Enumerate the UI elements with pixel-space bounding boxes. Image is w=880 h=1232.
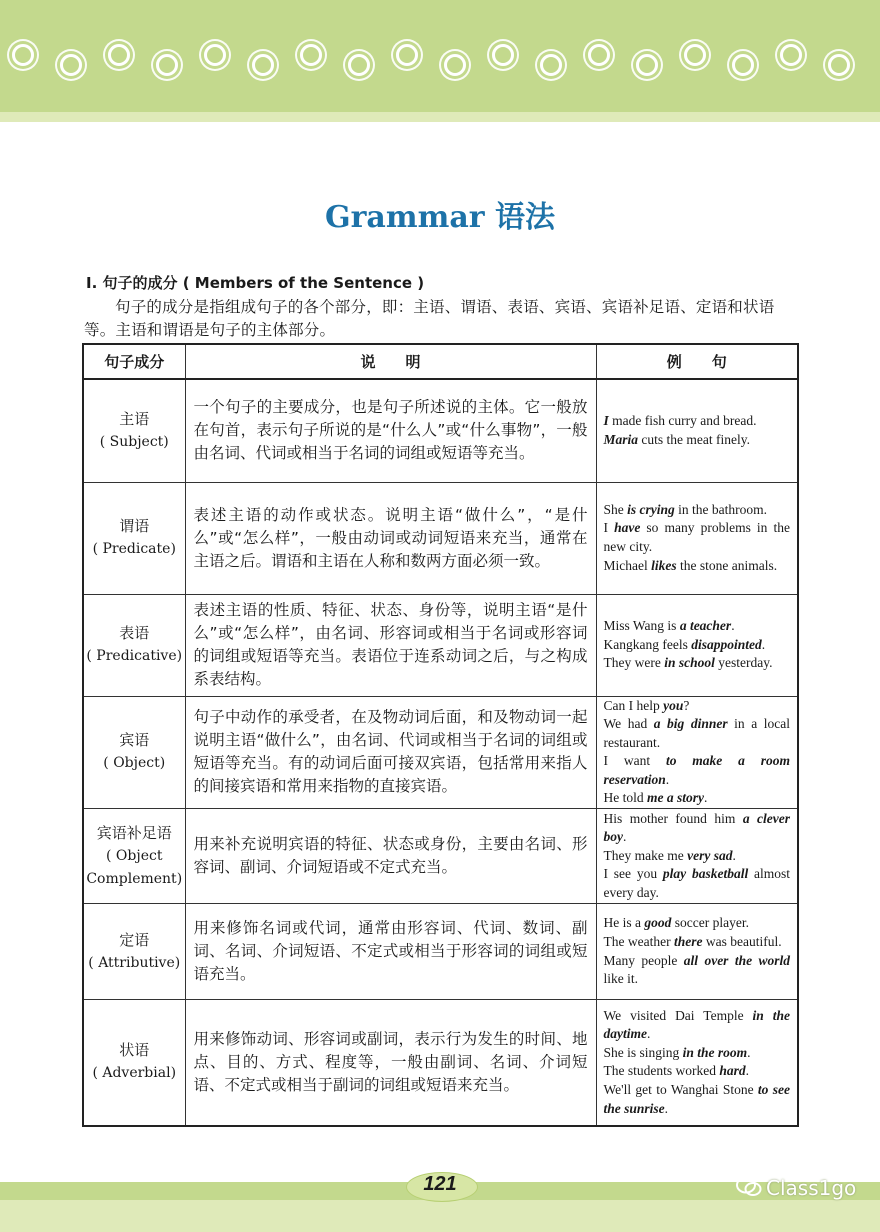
sentence-part [83,594,185,696]
part-chinese: 表语 [119,624,150,642]
watermark [736,1176,856,1206]
sentence-text: . [745,1063,749,1079]
sentence-text: . [761,636,766,652]
highlighted-phrase: hard [719,1063,746,1079]
highlighted-phrase: good [644,915,672,931]
sentence-text: was beautiful. [702,933,782,949]
sentence-text: . [664,1100,669,1116]
header-description: 说 明 [185,344,596,379]
section-heading: Ⅰ. 句子的成分 ( Members of the Sentence ) [86,274,425,292]
example-sentence [604,412,791,431]
decorative-rings [12,40,872,84]
example-sentence [604,865,791,902]
part-english: ( Predicate) [92,541,176,557]
sentence-text: He told [603,790,647,806]
part-description: 用来修饰动词、形容词或副词，表示行为发生的时间、地点、目的、方式、程度等，一般由副词、名词、介词短语、不定式或相当于副词的词组或短语来充当。 [185,1000,596,1126]
ring-ornament [204,44,226,66]
part-english: ( Attributive) [88,954,181,971]
table-row [83,482,798,594]
sentence-part [83,904,185,1000]
ring-ornament [60,54,82,76]
table-header-row [83,344,798,379]
sentence-part [83,809,185,904]
sentence-text: . [731,618,735,634]
highlighted-phrase: play basketball [662,866,749,882]
sentence-text: . [665,771,670,787]
highlighted-phrase: in the daytime [603,1007,790,1042]
part-english: ( Object Complement) [86,847,183,887]
highlighted-phrase: likes [651,557,677,573]
sentence-text: . [732,847,736,863]
sentence-text: yesterday. [714,655,773,671]
sentence-text: The students worked [603,1063,720,1079]
part-english: ( Object) [103,755,166,772]
part-chinese: 主语 [119,409,150,428]
ring-ornament [300,44,322,66]
example-sentence [604,933,791,952]
example-sentence [604,914,791,933]
table-row [83,379,798,482]
sentence-text: Kangkang feels [603,636,692,652]
highlighted-phrase: me a story [647,790,704,806]
example-sentence [604,501,791,520]
part-chinese: 谓语 [119,517,150,535]
sentence-text: He is a [603,915,645,931]
example-sentence [604,752,791,789]
highlighted-phrase: to see the sunrise [603,1081,790,1116]
example-sentence [604,519,791,556]
part-chinese: 状语 [119,1041,150,1060]
examples-cell [596,379,798,482]
highlighted-phrase: all over the world [683,952,791,968]
sentence-text: . [747,1044,751,1060]
example-sentence [604,789,791,808]
highlighted-phrase: in the room [682,1044,748,1060]
sentence-text: . [704,790,708,806]
examples-cell [596,1000,798,1126]
example-sentence [604,1007,791,1044]
header-examples: 例 句 [596,344,798,379]
part-chinese: 宾语 [119,731,150,750]
highlighted-phrase: very sad [687,847,733,863]
table-row [83,594,798,696]
page-number-badge [368,1168,512,1204]
ring-ornament [252,54,274,76]
watermark-text: Class1go [766,1176,857,1200]
highlighted-phrase: to make a room reservation [603,753,791,787]
ring-ornament [540,54,562,76]
example-sentence [604,557,791,576]
example-sentence [604,654,791,673]
sentence-text: soccer player. [671,915,749,931]
sentence-text: Many people [603,952,684,968]
highlighted-phrase: Maria [603,431,639,447]
part-description: 表述主语的动作或状态。说明主语“做什么”，“是什么”或“怎么样”，一般由动词或动词短语来充当，通常在主语之后。谓语和主语在人称和数两方面必须一致。 [185,482,596,594]
ring-ornament [636,54,658,76]
example-sentence [604,636,791,655]
part-description: 一个句子的主要成分，也是句子所述说的主体。它一般放在句首，表示句子所说的是“什么人”或“什么事物”，一般由名词、代词或相当于名词的词组或短语等充当。 [185,379,596,482]
examples-cell [596,696,798,809]
sentence-text: Miss Wang is [603,618,680,634]
example-sentence [604,952,791,989]
sentence-text: Michael [603,557,652,573]
sentence-text: in the bathroom. [674,501,767,517]
ring-ornament [108,44,130,66]
ring-ornament [12,44,34,66]
sentence-text: . [647,1026,651,1042]
part-description: 用来补充说明宾语的特征、状态或身份，主要由名词、形容词、副词、介词短语或不定式充当。 [185,809,596,904]
highlighted-phrase: you [663,697,684,713]
ring-ornament [588,44,610,66]
sentence-part [83,1000,185,1126]
part-english: ( Predicative) [86,648,183,664]
example-sentence [604,1044,791,1063]
example-sentence [604,715,791,752]
sentence-text: She is singing [603,1044,683,1060]
example-sentence [604,697,791,716]
part-description: 用来修饰名词或代词，通常由形容词、代词、数词、副词、名词、介词短语、不定式或相当于形容词的词组或短语充当。 [185,904,596,1000]
highlighted-phrase: is crying [627,501,675,517]
sentence-text: They were [603,655,665,671]
examples-cell [596,809,798,904]
sentence-text: They make me [603,847,688,863]
part-description: 句子中动作的承受者，在及物动词后面，和及物动词一起说明主语“做什么”，由名词、代词或相当于名词的词组或短语等充当。有的动词后面可接双宾语，包括常用来指人的间接宾语和常用来指物的直接宾语。 [185,696,596,809]
sentence-text: I want [603,753,666,769]
sentence-text: We'll get to Wanghai Stone [603,1081,758,1097]
part-english: ( Adverbial) [92,1065,177,1082]
sentence-text: I see you [603,866,663,882]
ring-ornament [156,54,178,76]
ring-ornament [348,54,370,76]
sentence-part [83,379,185,482]
ring-ornament [684,44,706,66]
header-part: 句子成分 [83,344,185,379]
ring-ornament [492,44,514,66]
ring-ornament [396,44,418,66]
wechat-icon [736,1176,762,1203]
table-row [83,1000,798,1126]
sentence-text: Can I help [603,697,664,713]
ring-ornament [732,54,754,76]
sentence-text: made fish curry and bread. [608,413,757,429]
ring-ornament [444,54,466,76]
sentence-text: ? [683,697,690,713]
table-row [83,696,798,809]
part-english: ( Subject) [99,433,169,450]
part-chinese: 宾语补足语 [96,823,172,842]
part-chinese: 定语 [119,930,150,949]
highlighted-phrase: in school [664,655,715,671]
sentence-text: like it. [603,971,638,987]
example-sentence [604,431,791,450]
section-intro: 句子的成分是指组成句子的各个部分，即：主语、谓语、表语、宾语、宾语补足语、定语和状语等。主语和谓语是句子的主体部分。 [84,298,775,339]
example-sentence [604,1081,791,1118]
example-sentence [604,1062,791,1081]
page-number: 121 [423,1173,457,1195]
sentence-part [83,482,185,594]
sentence-text: cuts the meat finely. [638,431,750,447]
sentence-text: in a local restaurant. [603,716,791,750]
ring-ornament [828,54,850,76]
page-title: Grammar 语法 [324,200,556,235]
example-sentence [604,847,791,866]
sentence-text: We had [603,716,654,732]
table-row [83,904,798,1000]
grammar-table [82,343,799,1127]
sentence-text: almost every day. [603,866,791,900]
part-description: 表述主语的性质、特征、状态、身份等，说明主语“是什么”或“怎么样”，由名词、形容词或相当于名词或形容词的词组或短语等充当。表语位于连系动词之后，与之构成系表结构。 [185,594,596,696]
sentence-text: She [603,501,628,517]
highlighted-phrase: a clever boy [603,810,790,845]
highlighted-phrase: there [673,933,703,949]
sentence-text: His mother found him [603,810,743,826]
example-sentence [604,810,791,847]
examples-cell [596,482,798,594]
highlighted-phrase: a big dinner [653,716,728,732]
header-stripe [0,112,880,122]
sentence-text: We visited Dai Temple [603,1007,753,1023]
sentence-text: the stone animals. [676,557,778,573]
highlighted-phrase: have [614,520,641,536]
sentence-text: I [603,520,615,536]
sentence-text: so many problems in the new city. [603,520,791,554]
highlighted-phrase: a teacher [679,618,732,634]
example-sentence [604,617,791,636]
examples-cell [596,594,798,696]
highlighted-phrase: I [603,413,609,429]
table-row [83,809,798,904]
ring-ornament [780,44,802,66]
examples-cell [596,904,798,1000]
sentence-part [83,696,185,809]
highlighted-phrase: disappointed [691,636,762,652]
sentence-text: . [623,829,627,845]
sentence-text: The weather [603,933,674,949]
header-band [0,0,880,112]
